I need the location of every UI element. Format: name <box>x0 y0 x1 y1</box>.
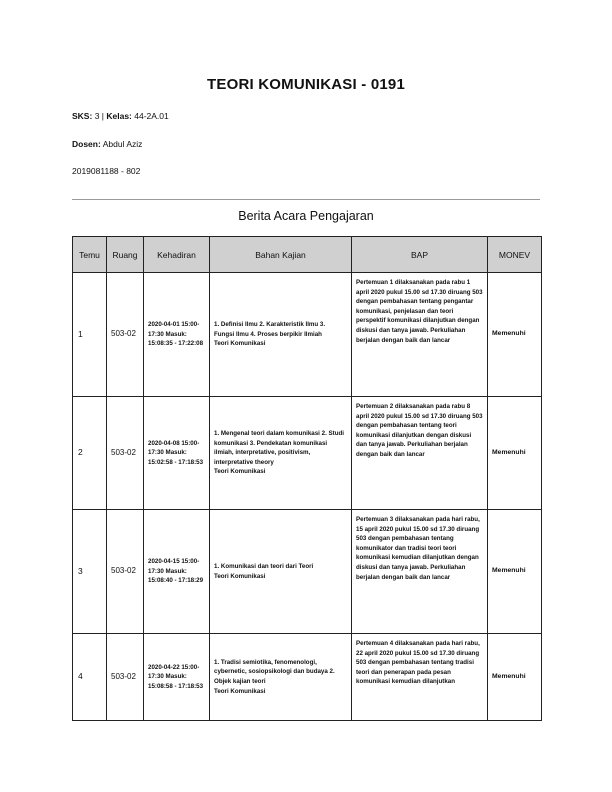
cell-ruang: 503-02 <box>107 634 144 721</box>
cell-bap: Pertemuan 3 dilaksanakan pada hari rabu, 15 april 2020 pukul 15.00 sd 17.30 diruang 503 dengan pembahasan tentang komunikator dan tradisi teori teori komunikasi kemudian dilanjutkan dengan diskusi dan tanya jawab. Perkuliahan berjalan dengan baik dan lancar <box>352 510 488 634</box>
bahan-kajian-text: 1. Definisi Ilmu 2. Karakteristik Ilmu 3. Fungsi Ilmu 4. Proses berpikir Ilmiah <box>214 321 326 338</box>
cell-bap: Pertemuan 1 dilaksanakan pada rabu 1 april 2020 pukul 15.00 sd 17.30 diruang 503 dengan pembahasan tentang pengantar komunikasi, penjelasan dan teori perspektif komunikasi dilanjutkan dengan diskusi dan tanya jawab. Perkuliahan berjalan dengan baik dan lancar <box>352 273 488 397</box>
table-row <box>73 273 542 397</box>
header-kehadiran: Kehadiran <box>144 237 210 273</box>
cell-ruang: 503-02 <box>107 273 144 397</box>
bahan-kajian-text: 1. Mengenal teori dalam komunikasi 2. Studi komunikasi 3. Pendekatan komunikasi ilmiah, interpretative, positivism, interpretative theory <box>214 429 344 466</box>
bahan-kajian-subject: Teori Komunikasi <box>214 340 266 348</box>
cell-temu: 4 <box>73 634 107 721</box>
dosen-label: Dosen: <box>72 139 101 149</box>
table-row <box>73 397 542 510</box>
table-row <box>73 634 542 721</box>
document-title: TEORI KOMUNIKASI - 0191 <box>207 76 405 93</box>
table-row <box>73 510 542 634</box>
bahan-kajian-text: 1. Tradisi semiotika, fenomenologi, cybernetic, sosiopsikologi dan budaya 2. Objek kajian teori <box>214 658 335 685</box>
cell-monev: Memenuhi <box>488 510 542 634</box>
lecturer-line <box>72 139 142 149</box>
dosen-value: Abdul Aziz <box>102 139 143 149</box>
cell-ruang: 503-02 <box>107 510 144 634</box>
cell-bahan-kajian <box>210 397 352 510</box>
header-monev: MONEV <box>488 237 542 273</box>
header-temu: Temu <box>73 237 107 273</box>
table-header-row <box>73 237 542 273</box>
header-bahan-kajian: Bahan Kajian <box>210 237 352 273</box>
bap-text: Pertemuan 4 dilaksanakan pada hari rabu, 22 april 2020 pukul 15.00 sd 17.30 diruang 503 dengan pembahasan tentang tradisi teori dan penerapan pada pesan komunikasi kemudian dilanjutkan <box>356 640 480 686</box>
bahan-kajian-text: 1. Komunikasi dan teori dari Teori <box>214 562 314 570</box>
cell-monev: Memenuhi <box>488 397 542 510</box>
course-info-line <box>72 111 169 121</box>
kelas-label: Kelas: <box>106 111 132 121</box>
divider <box>72 199 540 200</box>
cell-temu: 3 <box>73 510 107 634</box>
sks-value: 3 | <box>94 111 107 121</box>
cell-bahan-kajian <box>210 510 352 634</box>
header-bap: BAP <box>352 237 488 273</box>
cell-temu: 2 <box>73 397 107 510</box>
cell-temu: 1 <box>73 273 107 397</box>
bahan-kajian-subject: Teori Komunikasi <box>214 468 266 476</box>
kelas-value: 44-2A.01 <box>134 111 169 121</box>
cell-bap: Pertemuan 2 dilaksanakan pada rabu 8 april 2020 pukul 15.00 sd 17.30 diruang 503 dengan pembahasan tentang teori komunikasi dilanjutkan dengan diskusi dan tanya jawab. Perkuliahan berjalan dengan baik dan lancar <box>352 397 488 510</box>
bahan-kajian-subject: Teori Komunikasi <box>214 572 266 580</box>
cell-monev: Memenuhi <box>488 273 542 397</box>
bahan-kajian-subject: Teori Komunikasi <box>214 687 266 695</box>
cell-bap <box>352 634 488 721</box>
lecturer-code: 2019081188 - 802 <box>72 166 141 176</box>
cell-bahan-kajian <box>210 273 352 397</box>
teaching-report-table <box>72 236 542 721</box>
cell-monev: Memenuhi <box>488 634 542 721</box>
cell-kehadiran: 2020-04-01 15:00-17:30 Masuk: 15:08:35 - 17:22:08 <box>144 273 210 397</box>
cell-kehadiran: 2020-04-15 15:00-17:30 Masuk: 15:08:40 - 17:18:29 <box>144 510 210 634</box>
cell-kehadiran: 2020-04-22 15:00-17:30 Masuk: 15:08:58 - 17:18:53 <box>144 634 210 721</box>
sks-label: SKS: <box>72 111 93 121</box>
cell-bahan-kajian <box>210 634 352 721</box>
cell-ruang: 503-02 <box>107 397 144 510</box>
header-ruang: Ruang <box>107 237 144 273</box>
section-title: Berita Acara Pengajaran <box>238 209 374 223</box>
cell-kehadiran: 2020-04-08 15:00-17:30 Masuk: 15:02:58 - 17:18:53 <box>144 397 210 510</box>
